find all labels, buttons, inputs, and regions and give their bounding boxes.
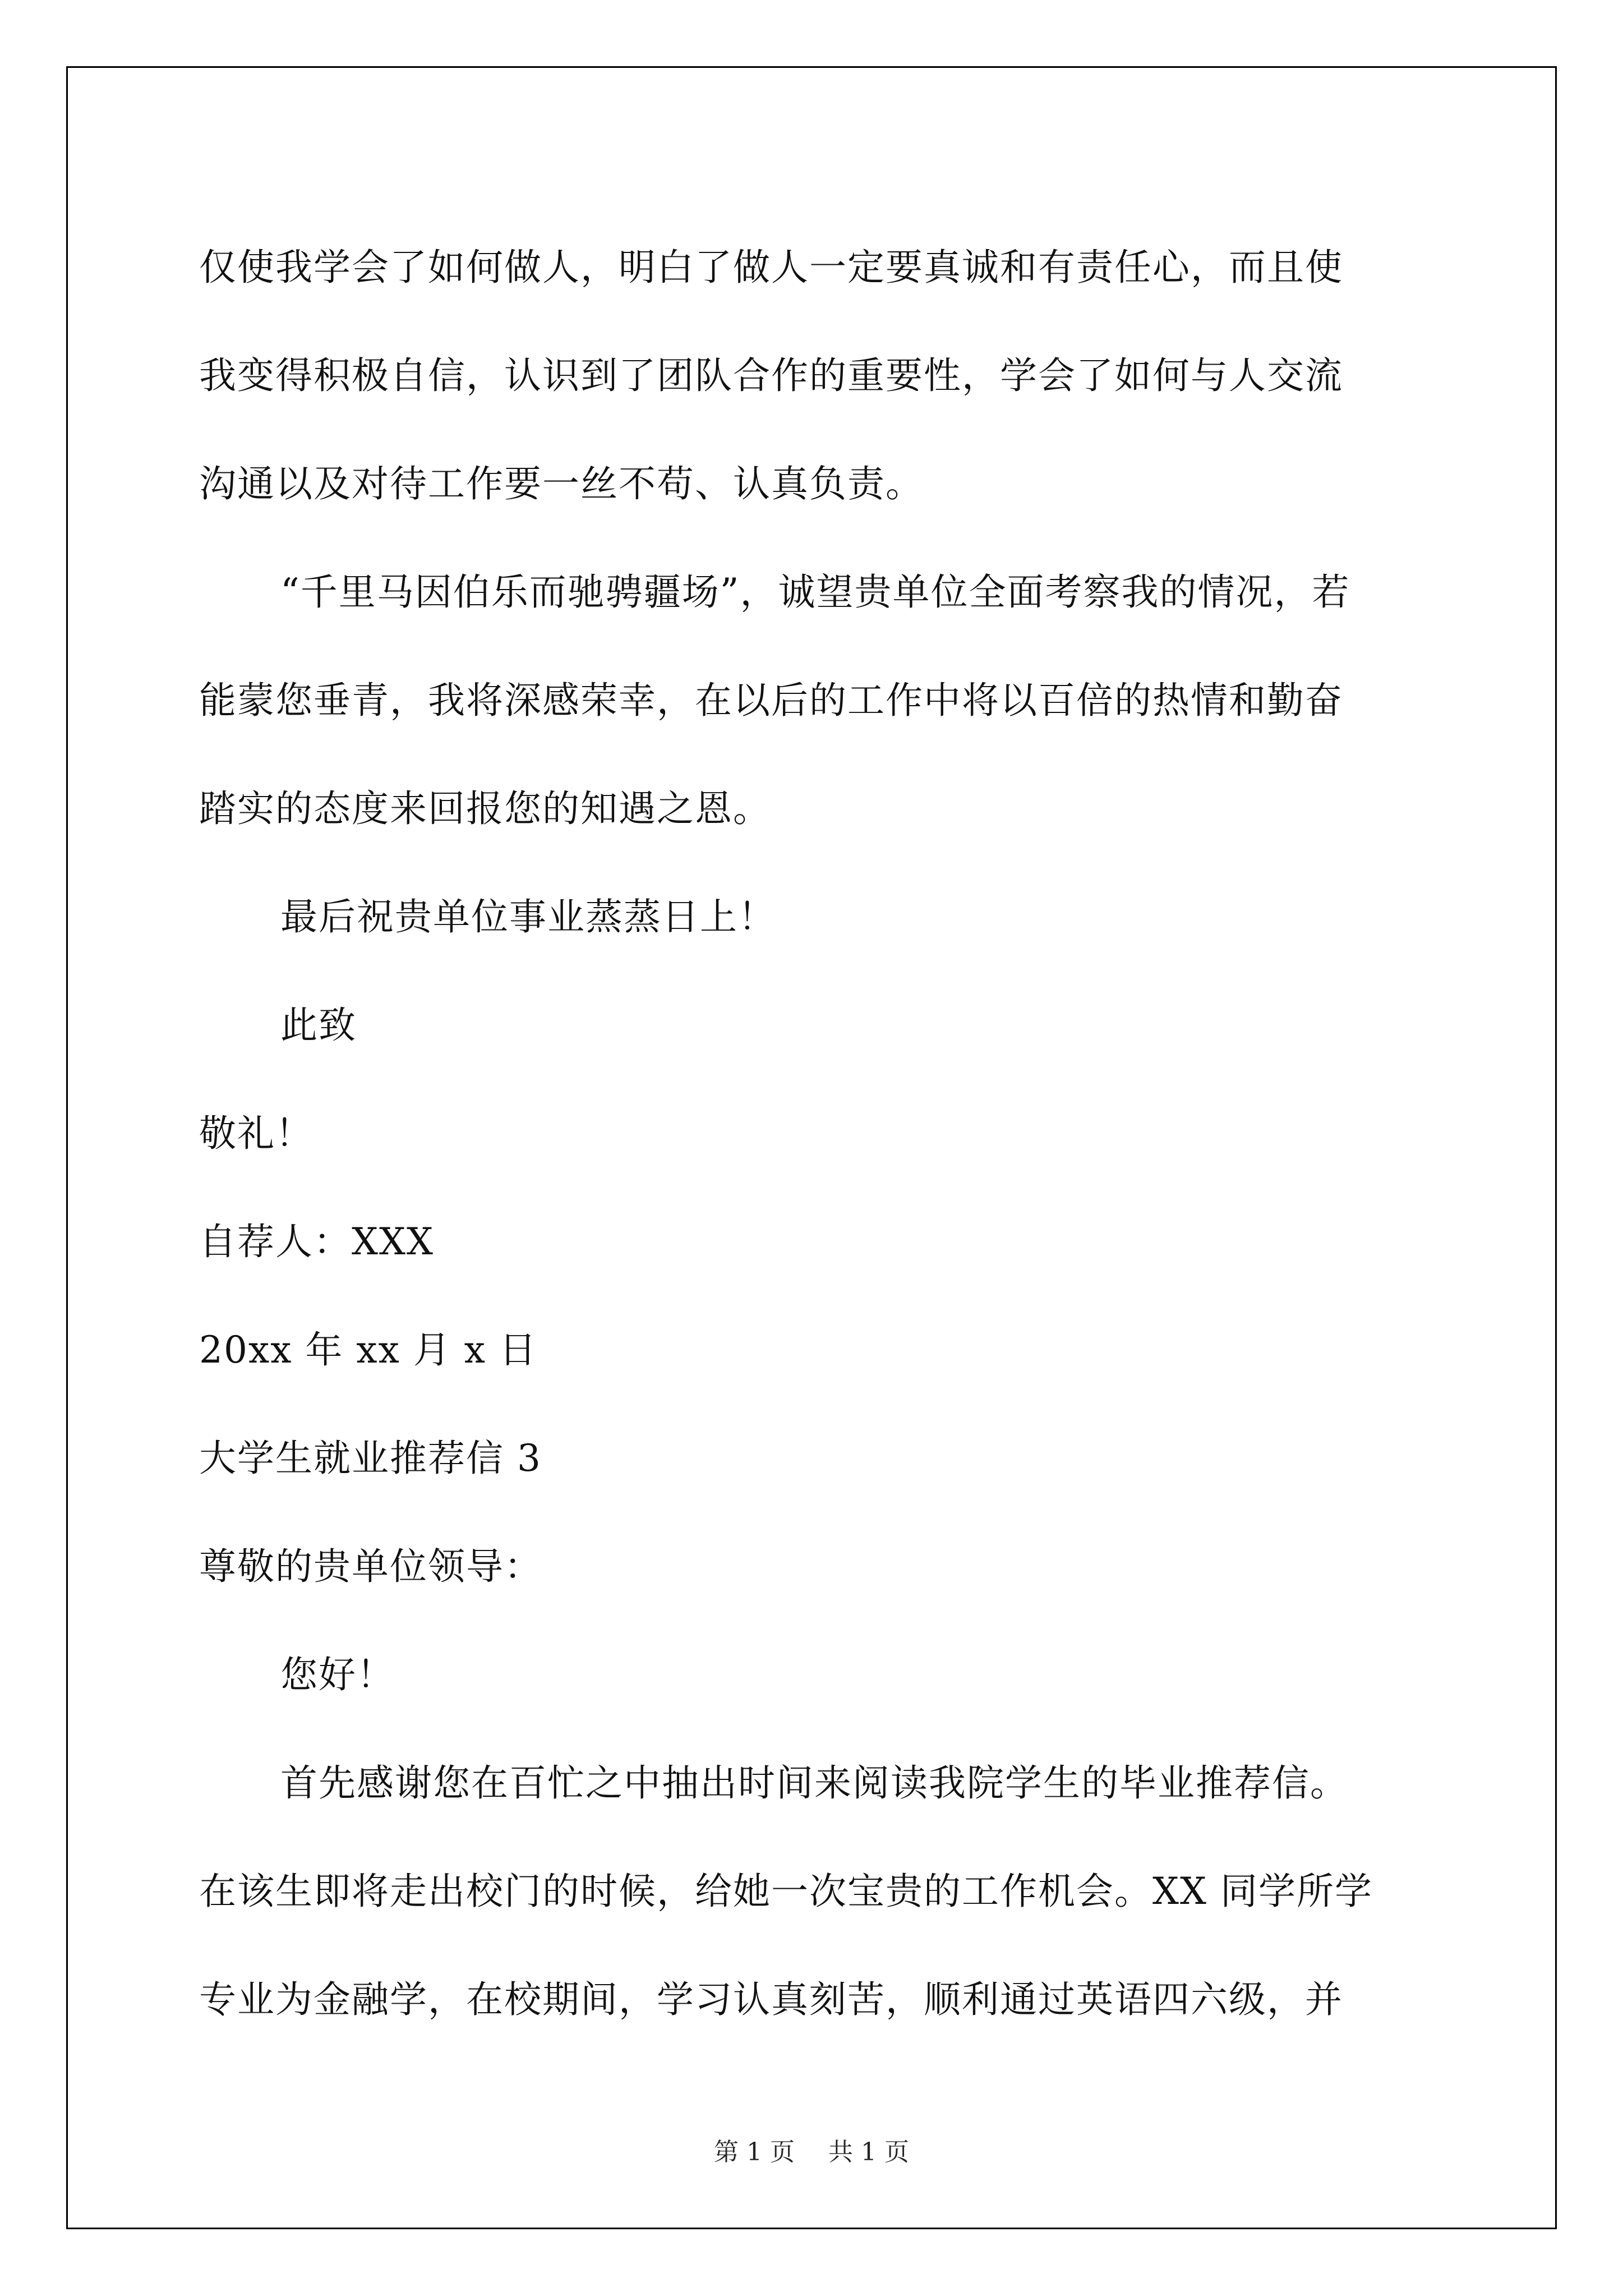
body-line-5: 能蒙您垂青，我将深感荣幸，在以后的工作中将以百倍的热情和勤奋 (199, 679, 1343, 722)
body-line-3: 沟通以及对待工作要一丝不苟、认真负责。 (199, 462, 924, 505)
body-line-1: 仅使我学会了如何做人，明白了做人一定要真诚和有责任心，而且使 (199, 246, 1343, 289)
signature-name: 自荐人：XXX (199, 1220, 434, 1263)
body-line-4: “千里马因伯乐而驰骋疆场”，诚望贵单位全面考察我的情况，若 (280, 570, 1350, 614)
signature-date: 20xx 年 xx 月 x 日 (199, 1328, 537, 1372)
letter-hello: 您好！ (280, 1653, 395, 1696)
section-title: 大学生就业推荐信 3 (199, 1437, 542, 1480)
salutation-cizhi: 此致 (280, 1004, 357, 1047)
page-footer (0, 2132, 1623, 2168)
body-line-2: 我变得积极自信，认识到了团队合作的重要性，学会了如何与人交流 (199, 354, 1343, 397)
document-body (199, 213, 1430, 2054)
letter-greeting: 尊敬的贵单位领导： (199, 1545, 542, 1588)
body-line-15: 首先感谢您在百忙之中抽出时间来阅读我院学生的毕业推荐信。 (280, 1761, 1348, 1805)
page-number-current: 第 1 页 (714, 2138, 795, 2166)
body-line-17: 专业为金融学，在校期间，学习认真刻苦，顺利通过英语四六级，并 (199, 1978, 1343, 2021)
salutation-jingli: 敬礼！ (199, 1112, 313, 1155)
closing-wish: 最后祝贵单位事业蒸蒸日上！ (280, 895, 776, 938)
page-number-total: 共 1 页 (828, 2138, 909, 2166)
body-line-6: 踏实的态度来回报您的知遇之恩。 (199, 787, 771, 830)
body-line-16: 在该生即将走出校门的时候，给她一次宝贵的工作机会。XX 同学所学 (199, 1870, 1373, 1913)
